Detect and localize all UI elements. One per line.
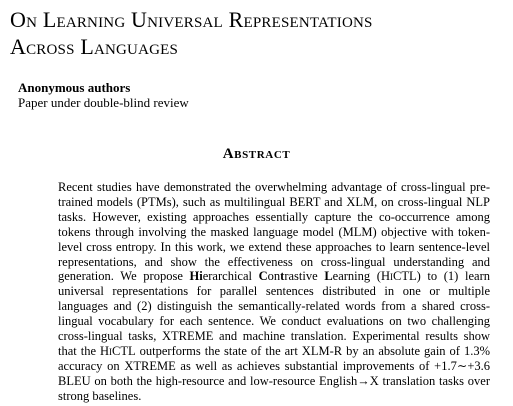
author-block <box>18 80 189 110</box>
acronym-letters-hi: Hi <box>189 269 203 284</box>
acronym-letter-c: C <box>258 269 268 284</box>
acronym-text-1: erarchical <box>202 269 259 284</box>
title-line-2: Across Languages <box>10 34 179 59</box>
abstract-part-3: outperforms the state of the art XLM-R by an absolute gain of 1.3% accuracy on XTREME as well as achieves substantial improvements of +1.7∼+3.6 BLEU on both the high-resource and low-resource English→X translation tasks over strong baselines. <box>58 343 490 403</box>
method-acronym: HiCTL <box>100 343 136 358</box>
abstract-part-1: Recent studies have demonstrated the overwhelming advantage of cross-lingual pre-trained models (PTMs), such as multilingual BERT and XLM, on cross-lingual NLP tasks. However, existing approaches essentially capture the co-occurrence among tokens through involving the masked language model (MLM) objective with token-level cross entropy. In this work, we extend these approaches to learn sentence-level representations, and show the effectiveness on cross-lingual understanding and generation. We propose <box>58 180 490 284</box>
acronym-letter-t: t <box>280 269 285 284</box>
acronym-letter-l: L <box>324 269 333 284</box>
paper-title <box>10 6 505 60</box>
acronym-text-2: on <box>267 269 281 284</box>
title-line-1: On Learning Universal Representations <box>10 7 373 32</box>
review-note: Paper under double-blind review <box>18 95 189 110</box>
method-acronym: HiCTL <box>380 269 417 284</box>
abstract-text <box>58 180 490 404</box>
acronym-text-4: earning ( <box>332 269 381 284</box>
abstract-heading: Abstract <box>222 146 291 162</box>
author-name: Anonymous authors <box>18 80 131 95</box>
acronym-text-3: rastive <box>284 269 325 284</box>
abstract-part-2: ) to (1) learn universal representations for parallel sentences distributed in one or multiple languages and (2) distinguish the semantically-related words from a shared cross-lingual vocabulary for each sentence. We conduct evaluations on two challenging cross-lingual tasks, XTREME and machine translation. Experimental results show that the <box>58 269 490 358</box>
